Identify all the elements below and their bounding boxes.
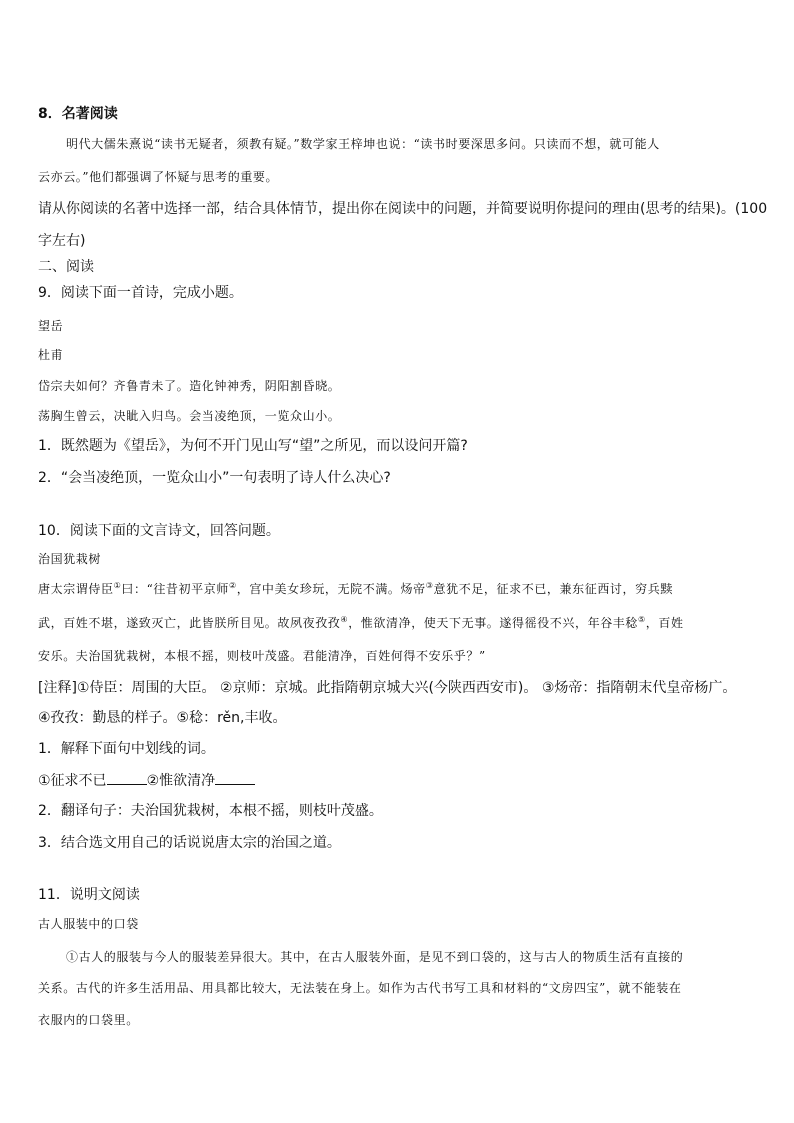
poem-title: 望岳 xyxy=(38,319,64,333)
q10-sub-question-1: 1．解释下面句中划线的词。 xyxy=(38,741,215,757)
expository-line-2: 关系。古代的许多生活用品、用具都比较大，无法装在身上。如作为古代书写工具和材料的“文房四宝”，就不能装在 xyxy=(38,981,682,995)
notes-line-2: ④孜孜：勤恳的样子。⑤稔：rěn,丰收。 xyxy=(38,710,287,726)
answer-blank[interactable] xyxy=(215,772,255,785)
poem-line-2: 荡胸生曾云，决眦入归鸟。会当凌绝顶，一览众山小。 xyxy=(38,409,341,423)
q9-heading: 9．阅读下面一首诗，完成小题。 xyxy=(38,285,243,301)
q8-intro-line-2: 云亦云。”他们都强调了怀疑与思考的重要。 xyxy=(38,170,279,184)
notes-line-1: [注释]①侍臣：周围的大臣。 ②京师：京城。此指隋朝京城大兴(今陕西西安市)。 ③炀帝：指隋朝末代皇帝杨广。 xyxy=(38,680,737,696)
classical-text-line-1: 唐太宗谓侍臣①曰：“往昔初平京师②，宫中美女珍玩，无院不满。炀帝③意犹不足，征求不已，兼东征西讨，穷兵黩 xyxy=(38,581,673,596)
q8-heading: 8．名著阅读 xyxy=(38,106,118,122)
section-heading: 二、阅读 xyxy=(38,259,94,275)
poem-author: 杜甫 xyxy=(38,348,64,362)
q8-task-line-2: 字左右) xyxy=(38,233,86,249)
q8-task-line-1: 请从你阅读的名著中选择一部，结合具体情节，提出你在阅读中的问题，并简要说明你提问的理由(思考的结果)。(100 xyxy=(38,201,768,217)
q11-heading: 11．说明文阅读 xyxy=(38,887,140,903)
answer-blank[interactable] xyxy=(107,772,147,785)
expository-line-3: 衣服内的口袋里。 xyxy=(38,1013,139,1027)
classical-text-line-2: 武，百姓不堪，遂致灭亡，此皆朕所目见。故夙夜孜孜④，惟欲清净，使天下无事。遂得徭役不兴，年谷丰稔⑤，百姓 xyxy=(38,615,684,630)
q10-sub-question-3: 3．结合选文用自己的话说说唐太宗的治国之道。 xyxy=(38,835,341,851)
q10-sub-question-1-items: ①征求不已 ②惟欲清净 xyxy=(38,770,756,790)
classical-text-line-3: 安乐。夫治国犹栽树，本根不摇，则枝叶茂盛。君能清净，百姓何得不安乐乎？” xyxy=(38,649,486,663)
poem-line-1: 岱宗夫如何？齐鲁青未了。造化钟神秀，阴阳割昏晓。 xyxy=(38,379,341,393)
expository-title: 古人服装中的口袋 xyxy=(38,917,139,931)
q9-question-1: 1．既然题为《望岳》，为何不开门见山写“望”之所见，而以设问开篇? xyxy=(38,438,468,454)
q10-sub-question-2: 2．翻译句子：夫治国犹栽树，本根不摇，则枝叶茂盛。 xyxy=(38,803,383,819)
q9-question-2: 2．“会当凌绝顶，一览众山小”一句表明了诗人什么决心? xyxy=(38,470,391,486)
expository-line-1: ①古人的服装与今人的服装差异很大。其中，在古人服装外面，是见不到口袋的，这与古人的物质生活有直接的 xyxy=(66,950,684,964)
q10-heading: 10．阅读下面的文言诗文，回答问题。 xyxy=(38,523,280,539)
classical-text-title: 治国犹栽树 xyxy=(38,552,102,566)
q8-intro-line-1: 明代大儒朱熹说“读书无疑者，须教有疑。”数学家王梓坤也说：“读书时要深思多问。只读而不想，就可能人 xyxy=(66,137,660,151)
